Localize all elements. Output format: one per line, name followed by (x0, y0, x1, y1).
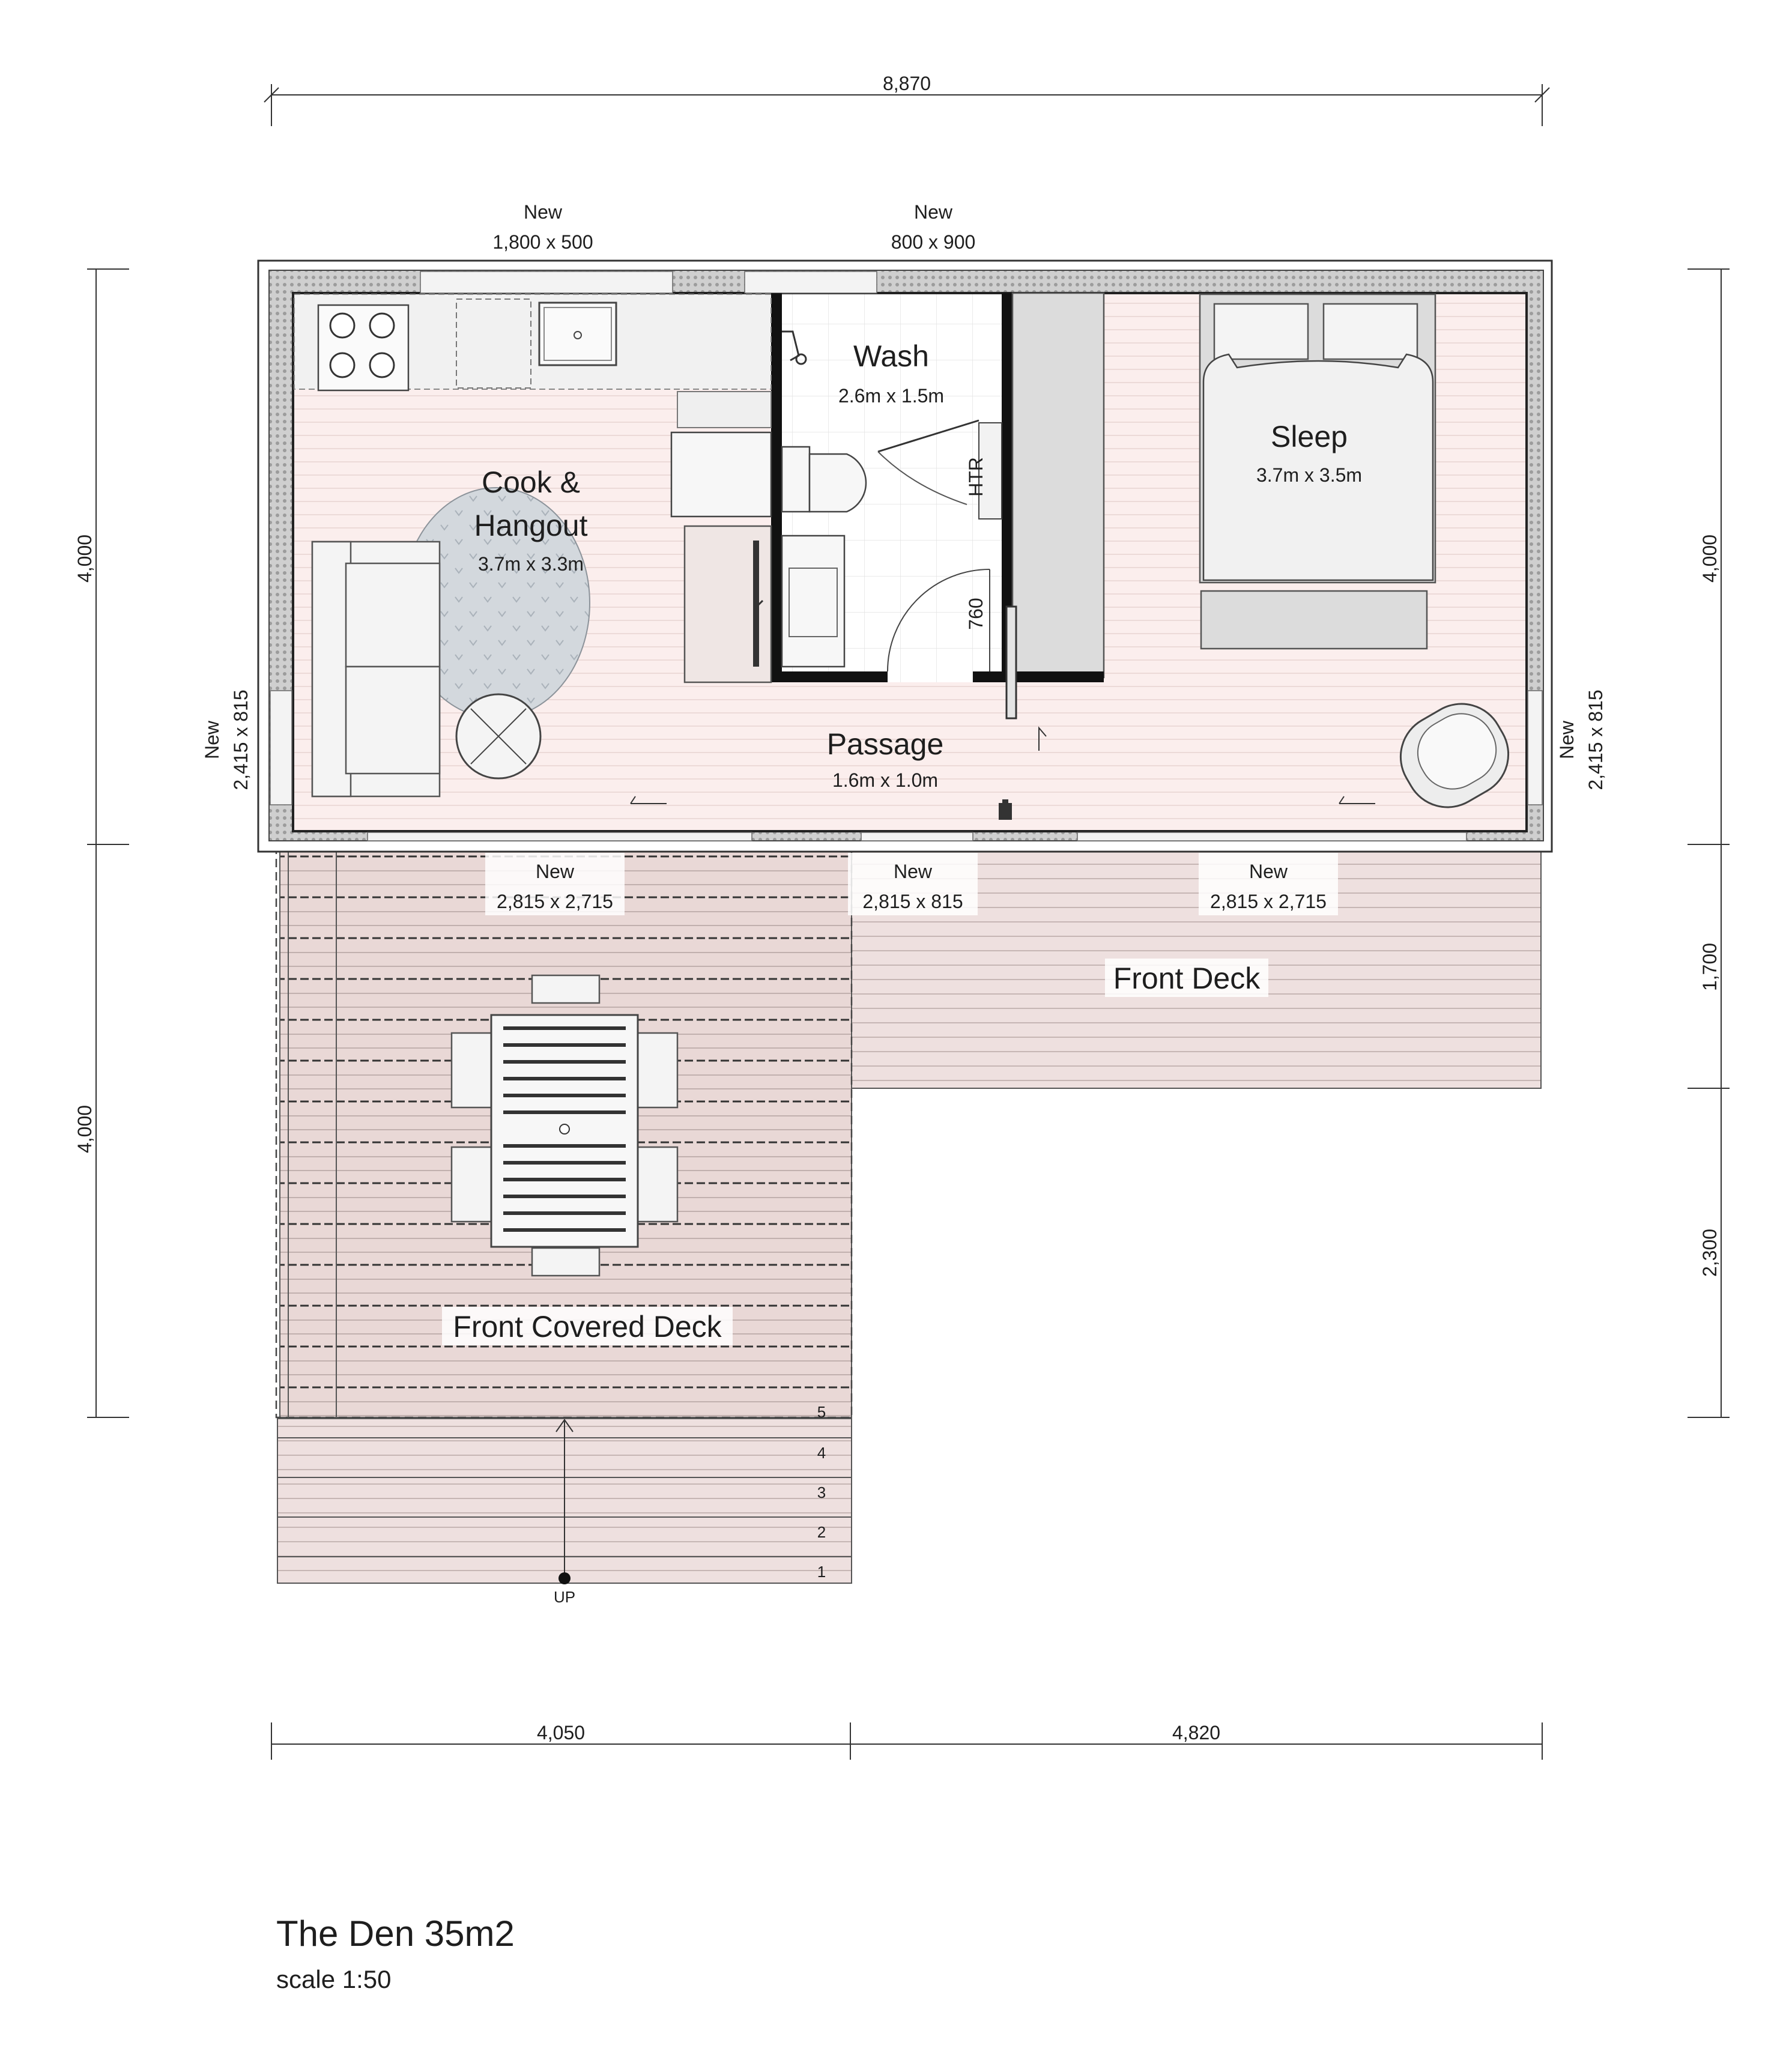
window-kitchen-status: New (523, 201, 563, 223)
window-front-left-status: New (535, 861, 575, 882)
window-front-mid-size: 2,815 x 815 (862, 891, 963, 912)
room-cook-name-line2: Hangout (474, 509, 588, 542)
room-front-deck-name: Front Deck (1113, 962, 1261, 995)
stair-step-5: 5 (817, 1403, 826, 1421)
stair-up-label: UP (553, 1588, 576, 1606)
dimension-right (1688, 269, 1730, 1417)
dimension-left (74, 269, 129, 1417)
window-right-status: New (1556, 720, 1578, 760)
window-left-status: New (201, 720, 223, 760)
dimension-right-lower-label: 2,300 (1699, 1228, 1721, 1277)
dimension-right-upper-label: 4,000 (1699, 534, 1721, 583)
dimension-bottom (271, 1722, 1542, 1760)
room-cook-name-line1: Cook & (482, 465, 580, 499)
room-passage-size: 1.6m x 1.0m (832, 769, 939, 791)
room-sleep-name: Sleep (1271, 420, 1348, 453)
window-front-right-status: New (1249, 861, 1288, 882)
room-covered-deck-name: Front Covered Deck (453, 1310, 722, 1344)
stair-step-4: 4 (817, 1444, 826, 1462)
window-wash-status: New (913, 201, 953, 223)
room-passage-name: Passage (826, 727, 944, 761)
room-wash-name: Wash (853, 339, 929, 373)
dimension-top-total-label: 8,870 (882, 73, 931, 94)
drawing-scale: scale 1:50 (276, 1965, 392, 1993)
window-kitchen-size: 1,800 x 500 (492, 231, 593, 253)
heater-label: HTR (965, 457, 987, 497)
window-front-mid-status: New (893, 861, 933, 882)
dimension-bottom-right-label: 4,820 (1172, 1722, 1221, 1744)
room-cook-size: 3.7m x 3.3m (477, 553, 584, 575)
drawing-title: The Den 35m2 (276, 1913, 515, 1954)
stair-step-1: 1 (817, 1563, 826, 1581)
stair-step-2: 2 (817, 1523, 826, 1541)
room-wash-size: 2.6m x 1.5m (838, 385, 945, 407)
dimension-top-total (264, 73, 1549, 126)
room-sleep-size: 3.7m x 3.5m (1256, 464, 1363, 486)
window-front-left-size: 2,815 x 2,715 (497, 891, 613, 912)
dimension-right-mid-label: 1,700 (1699, 942, 1721, 992)
stair-step-3: 3 (817, 1483, 826, 1501)
window-front-right-size: 2,815 x 2,715 (1210, 891, 1327, 912)
window-right-size: 2,415 x 815 (1585, 689, 1606, 790)
dimension-left-lower-label: 4,000 (74, 1104, 95, 1154)
dimension-left-upper-label: 4,000 (74, 534, 95, 583)
window-wash-size: 800 x 900 (891, 231, 976, 253)
door-width-label: 760 (965, 598, 987, 630)
window-left-size: 2,415 x 815 (230, 689, 252, 790)
dimension-bottom-left-label: 4,050 (536, 1722, 586, 1744)
